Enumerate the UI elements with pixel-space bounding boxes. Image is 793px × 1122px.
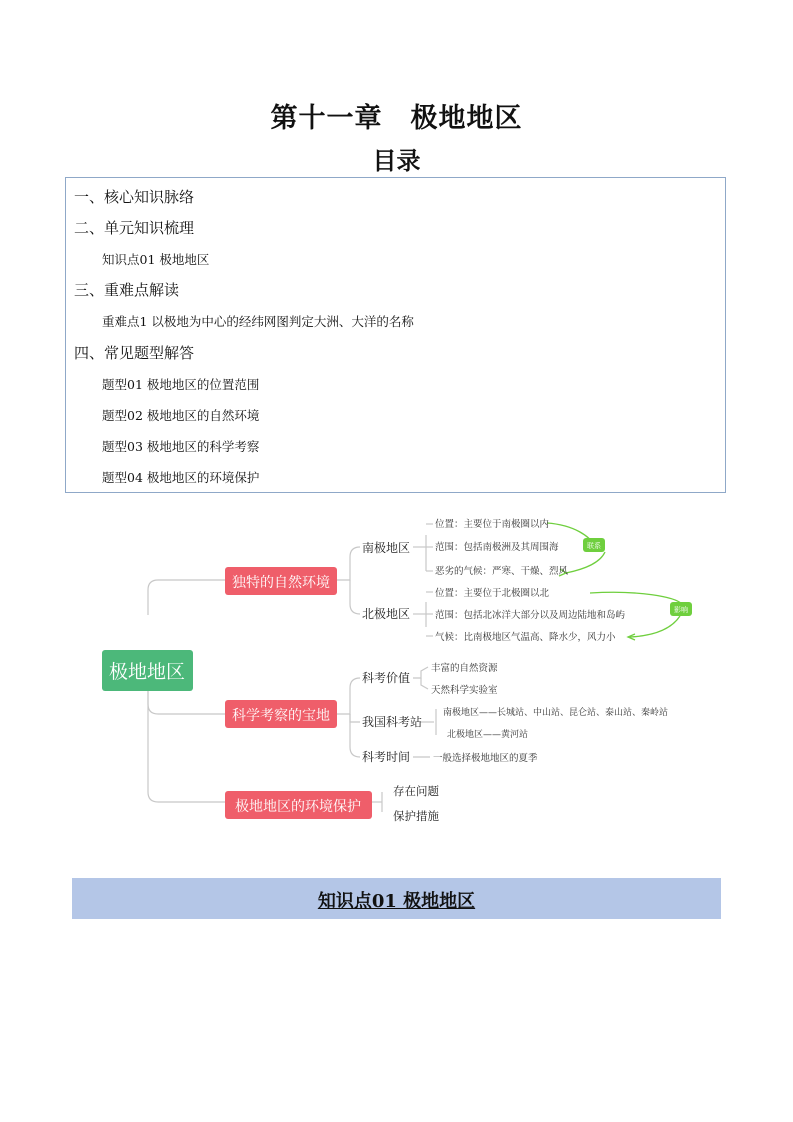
node-problems[interactable]: 存在问题 (393, 784, 439, 798)
leaf-south-range: 范围：包括南极洲及其周围海 (435, 542, 559, 553)
leaf-north-range: 范围：包括北冰洋大部分以及周边陆地和岛屿 (435, 610, 626, 621)
toc-item-knowledge-1[interactable]: 知识点01 极地地区 (102, 252, 210, 267)
leaf-arctic-station: 北极地区——黄河站 (447, 730, 529, 740)
branch-environment-protection-label: 极地地区的环境保护 (235, 799, 361, 815)
toc-section-1[interactable]: 一、核心知识脉络 (74, 188, 195, 206)
mind-map-root-label: 极地地区 (108, 661, 186, 683)
knowledge-point-title[interactable]: 知识点01 极地地区 (317, 891, 476, 912)
link-arrow-north-return (630, 616, 680, 637)
leaf-north-location: 位置：主要位于北极圈以北 (435, 588, 550, 599)
link-tag-south-label: 联系 (587, 542, 601, 550)
link-tag-north-label: 影响 (674, 606, 688, 614)
node-research-stations[interactable]: 我国科考站 (362, 715, 423, 729)
toc-section-4[interactable]: 四、常见题型解答 (74, 344, 195, 362)
node-research-time[interactable]: 科考时间 (362, 750, 411, 764)
leaf-antarctic-stations: 南极地区——长城站、中山站、昆仑站、泰山站、秦岭站 (443, 708, 669, 718)
table-of-contents (65, 177, 726, 493)
branch-scientific-research-label: 科学考察的宝地 (232, 708, 330, 724)
leaf-resources: 丰富的自然资源 (431, 663, 498, 674)
toc-item-type-4[interactable]: 题型04 极地地区的环境保护 (102, 470, 260, 485)
toc-section-3[interactable]: 三、重难点解读 (74, 281, 180, 299)
link-arrow-south-return (566, 552, 605, 573)
mind-map (0, 505, 793, 835)
toc-heading: 目录 (372, 147, 421, 175)
leaf-north-climate: 气候：比南极地区气温高、降水少，风力小 (435, 632, 616, 643)
leaf-research-season: 一般选择极地地区的夏季 (433, 753, 538, 764)
branch-natural-environment-label: 独特的自然环境 (232, 575, 330, 591)
link-arrow-north (590, 592, 682, 604)
leaf-laboratory: 天然科学实验室 (431, 685, 498, 696)
toc-item-key-1[interactable]: 重难点1 以极地为中心的经纬网图判定大洲、大洋的名称 (102, 314, 414, 329)
node-arctic[interactable]: 北极地区 (362, 607, 411, 621)
knowledge-point-header (72, 878, 721, 919)
toc-item-type-2[interactable]: 题型02 极地地区的自然环境 (102, 408, 260, 423)
toc-section-2[interactable]: 二、单元知识梳理 (74, 219, 195, 237)
toc-item-type-1[interactable]: 题型01 极地地区的位置范围 (102, 377, 260, 392)
toc-item-type-3[interactable]: 题型03 极地地区的科学考察 (102, 439, 260, 454)
node-antarctic[interactable]: 南极地区 (362, 541, 411, 555)
leaf-south-climate: 恶劣的气候：严寒、干燥、烈风 (435, 566, 569, 577)
leaf-south-location: 位置：主要位于南极圈以内 (435, 519, 550, 530)
page-title: 第十一章 极地地区 (270, 103, 523, 134)
node-measures[interactable]: 保护措施 (393, 809, 439, 823)
node-research-value[interactable]: 科考价值 (362, 671, 411, 685)
